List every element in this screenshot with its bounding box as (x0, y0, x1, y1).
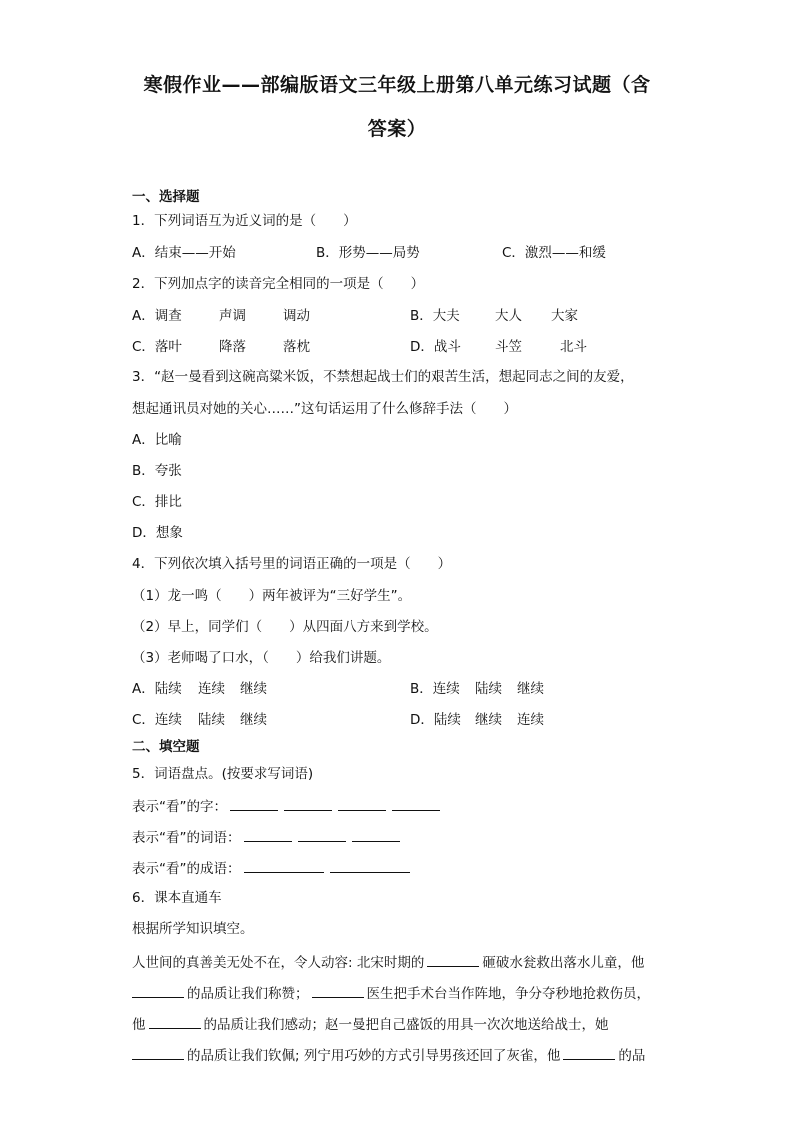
q2-option-d-3: 北斗 (560, 339, 587, 355)
section-heading-choice: 一、选择题 (132, 189, 200, 205)
q4-option-d-1: D．陆续 (410, 712, 461, 728)
q3-option-a: A．比喻 (132, 432, 182, 448)
q2-option-b-2: 大人 (495, 308, 522, 324)
q6-text: 的品质让我们感动；赵一曼把自己盛饭的用具一次次地送给战士，她 (203, 1017, 609, 1033)
blank[interactable] (330, 858, 410, 873)
q4-option-c-1: C．连续 (132, 712, 182, 728)
q2-option-a-1: A．调查 (132, 308, 182, 324)
q6-intro: 根据所学知识填空。 (132, 921, 254, 937)
blank[interactable] (230, 796, 278, 811)
q6-text: 医生把手术台当作阵地，争分夺秒地抢救伤员， (366, 986, 650, 1002)
title-line-1: 寒假作业——部编版语文三年级上册第八单元练习试题（含 (143, 74, 651, 96)
q4-option-a-2: 连续 (198, 681, 225, 697)
q6-text: 的品 (618, 1048, 646, 1064)
q5-label-characters: 表示“看”的字： (132, 799, 227, 815)
q2-option-a-3: 调动 (283, 308, 310, 324)
q4-sentence-2: （2）早上，同学们（ ）从四面八方来到学校。 (132, 619, 438, 635)
q2-option-d-1: D．战斗 (410, 339, 461, 355)
q4-sentence-1: （1）龙一鸣（ ）两年被评为“三好学生”。 (132, 588, 412, 604)
q6-text: 的品质让我们钦佩; 列宁用巧妙的方式引导男孩还回了灰雀，他 (187, 1048, 561, 1064)
blank[interactable] (427, 952, 479, 967)
q6-text: 砸破水瓮救出落水儿童，他 (482, 955, 645, 971)
q3-option-c: C．排比 (132, 494, 182, 510)
q1-option-a: A．结束——开始 (132, 245, 236, 261)
blank[interactable] (132, 983, 184, 998)
blank[interactable] (284, 796, 332, 811)
q4-option-b-1: B．连续 (410, 681, 460, 697)
q4-option-a-3: 继续 (240, 681, 267, 697)
blank[interactable] (298, 827, 346, 842)
blank[interactable] (338, 796, 386, 811)
q6-text: 人世间的真善美无处不在，令人动容: 北宋时期的 (132, 955, 425, 971)
q2-option-a-2: 声调 (219, 308, 246, 324)
q6-text: 的品质让我们称赞； (187, 986, 309, 1002)
q5-line-words (132, 827, 403, 847)
q4-stem: 4．下列依次填入括号里的词语正确的一项是（ ） (132, 556, 452, 572)
q4-option-a-1: A．陆续 (132, 681, 182, 697)
q5-line-idioms (132, 858, 413, 878)
blank[interactable] (132, 1045, 184, 1060)
q3-option-b: B．夸张 (132, 463, 182, 479)
q4-sentence-3: （3）老师喝了口水，（ ）给我们讲题。 (132, 650, 391, 666)
q4-option-c-2: 陆续 (198, 712, 225, 728)
q5-stem: 5．词语盘点。(按要求写词语) (132, 766, 314, 782)
q4-option-b-3: 继续 (517, 681, 544, 697)
title-line-2: 答案） (367, 118, 427, 140)
q6-text: 他 (132, 1017, 146, 1033)
q2-option-c-1: C．落叶 (132, 339, 182, 355)
section-heading-fill: 二、填空题 (132, 739, 200, 755)
q2-option-b-1: B．大夫 (410, 308, 460, 324)
blank[interactable] (563, 1045, 615, 1060)
q1-option-c: C．激烈——和缓 (502, 245, 606, 261)
q5-label-idioms: 表示“看”的成语： (132, 861, 241, 877)
q3-option-d: D．想象 (132, 525, 183, 541)
q4-option-d-2: 继续 (475, 712, 502, 728)
q2-option-c-3: 落枕 (283, 339, 310, 355)
q1-stem: 1．下列词语互为近义词的是（ ） (132, 213, 357, 229)
q6-paragraph-line-3 (132, 1014, 609, 1034)
q2-option-c-2: 降落 (219, 339, 246, 355)
q4-option-d-3: 连续 (517, 712, 544, 728)
q6-paragraph-line-2 (132, 983, 650, 1003)
blank[interactable] (244, 858, 324, 873)
q5-label-words: 表示“看”的词语： (132, 830, 241, 846)
q4-option-b-2: 陆续 (475, 681, 502, 697)
blank[interactable] (244, 827, 292, 842)
q2-stem: 2．下列加点字的读音完全相同的一项是（ ） (132, 276, 425, 292)
q6-stem: 6．课本直通车 (132, 890, 222, 906)
q4-option-c-3: 继续 (240, 712, 267, 728)
q6-paragraph-line-1 (132, 952, 644, 972)
q3-stem-line-1: 3．“赵一曼看到这碗高粱米饭，不禁想起战士们的艰苦生活，想起同志之间的友爱， (132, 369, 634, 385)
q1-option-b: B．形势——局势 (316, 245, 420, 261)
q3-stem-line-2: 想起通讯员对她的关心……”这句话运用了什么修辞手法（ ） (132, 401, 517, 417)
blank[interactable] (149, 1014, 201, 1029)
blank[interactable] (312, 983, 364, 998)
q2-option-d-2: 斗笠 (495, 339, 522, 355)
q5-line-characters (132, 796, 443, 816)
blank[interactable] (352, 827, 400, 842)
blank[interactable] (392, 796, 440, 811)
q2-option-b-3: 大家 (551, 308, 578, 324)
q6-paragraph-line-4 (132, 1045, 645, 1065)
